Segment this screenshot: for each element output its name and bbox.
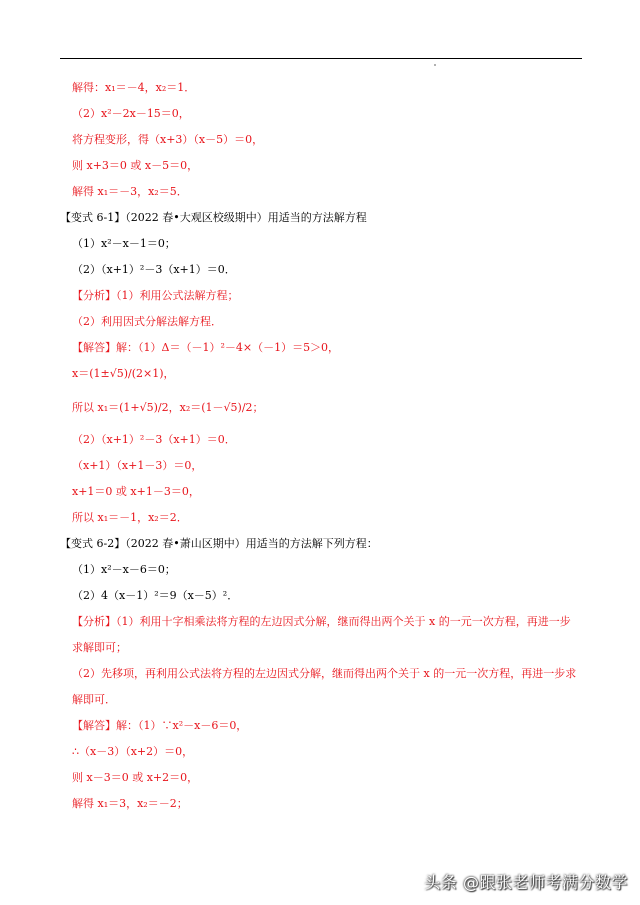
part-2-line-4: 所以 x₁＝－1，x₂＝2． <box>72 511 188 524</box>
analysis-line-2: 求解即可； <box>72 641 127 654</box>
question-2: （2）（x+1）²－3（x+1）＝0． <box>72 263 236 276</box>
question-1: （1）x²－x－6＝0； <box>72 563 176 576</box>
analysis-line-2: （2）利用因式分解法解方程． <box>72 315 222 328</box>
variant-tag: 【变式 6-2】 <box>60 537 126 550</box>
analysis-text: （1）利用十字相乘法将方程的左边因式分解，继而得出两个关于 x 的一元一次方程，再进一步 <box>116 615 571 628</box>
answer-tag: 【解答】 <box>72 719 116 732</box>
solution-line-2: （2）x²－2x－15＝0， <box>72 107 190 120</box>
question-2: （2）4（x－1）²＝9（x－5）²． <box>72 589 239 602</box>
roots-line: 所以 x₁＝(1+√5)/2，x₂＝(1－√5)/2； <box>72 401 264 414</box>
analysis-line-1 <box>72 614 571 630</box>
analysis-line-3: （2）先移项，再利用公式法将方程的左边因式分解，继而得出两个关于 x 的一元一次方程，再进一步求 <box>72 667 577 680</box>
header-rule <box>60 58 582 59</box>
solution-line-1: 解得：x₁＝－4，x₂＝1． <box>72 81 196 94</box>
analysis-line-4: 解即可． <box>72 693 116 706</box>
solution-line-3: 将方程变形，得（x+3）（x－5）＝0， <box>72 133 264 146</box>
part-2-line-1: （2）（x+1）²－3（x+1）＝0． <box>72 433 236 446</box>
answer-line-1 <box>72 718 247 734</box>
answer-text: 解：（1）∵x²－x－6＝0， <box>116 719 248 732</box>
variant-6-2-header <box>60 536 378 552</box>
answer-text: 解：（1）Δ＝（－1）²－4×（－1）＝5＞0， <box>116 341 340 354</box>
answer-line-1 <box>72 340 339 356</box>
solution-line-5: 解得 x₁＝－3，x₂＝5． <box>72 185 188 198</box>
variant-6-1-header <box>60 210 367 226</box>
analysis-tag: 【分析】 <box>72 615 116 628</box>
variant-prompt: 用适当的方法解下列方程： <box>245 537 378 550</box>
answer-tag: 【解答】 <box>72 341 116 354</box>
watermark: 头条 @跟张老师考满分数学 <box>424 873 628 892</box>
answer-line-2: ∴（x－3）（x+2）＝0， <box>72 745 194 758</box>
variant-source: （2022 春•大观区校级期中） <box>125 211 268 224</box>
analysis-line-1 <box>72 288 239 304</box>
answer-line-3: 则 x－3＝0 或 x+2＝0， <box>72 771 199 784</box>
analysis-text: （1）利用公式法解方程； <box>116 289 239 302</box>
answer-line-4: 解得 x₁＝3，x₂＝－2； <box>72 797 188 810</box>
solution-line-4: 则 x+3＝0 或 x－5＝0， <box>72 159 199 172</box>
part-2-line-2: （x+1）（x+1－3）＝0， <box>72 459 203 472</box>
variant-tag: 【变式 6-1】 <box>60 211 126 224</box>
x-formula: x＝(1±√5)/(2×1)， <box>72 367 175 380</box>
variant-prompt: 用适当的方法解方程 <box>267 211 367 224</box>
part-2-line-3: x+1＝0 或 x+1－3＝0， <box>72 485 200 498</box>
header-dot <box>434 64 436 66</box>
variant-source: （2022 春•萧山区期中） <box>125 537 246 550</box>
analysis-tag: 【分析】 <box>72 289 116 302</box>
question-1: （1）x²－x－1＝0； <box>72 237 176 250</box>
